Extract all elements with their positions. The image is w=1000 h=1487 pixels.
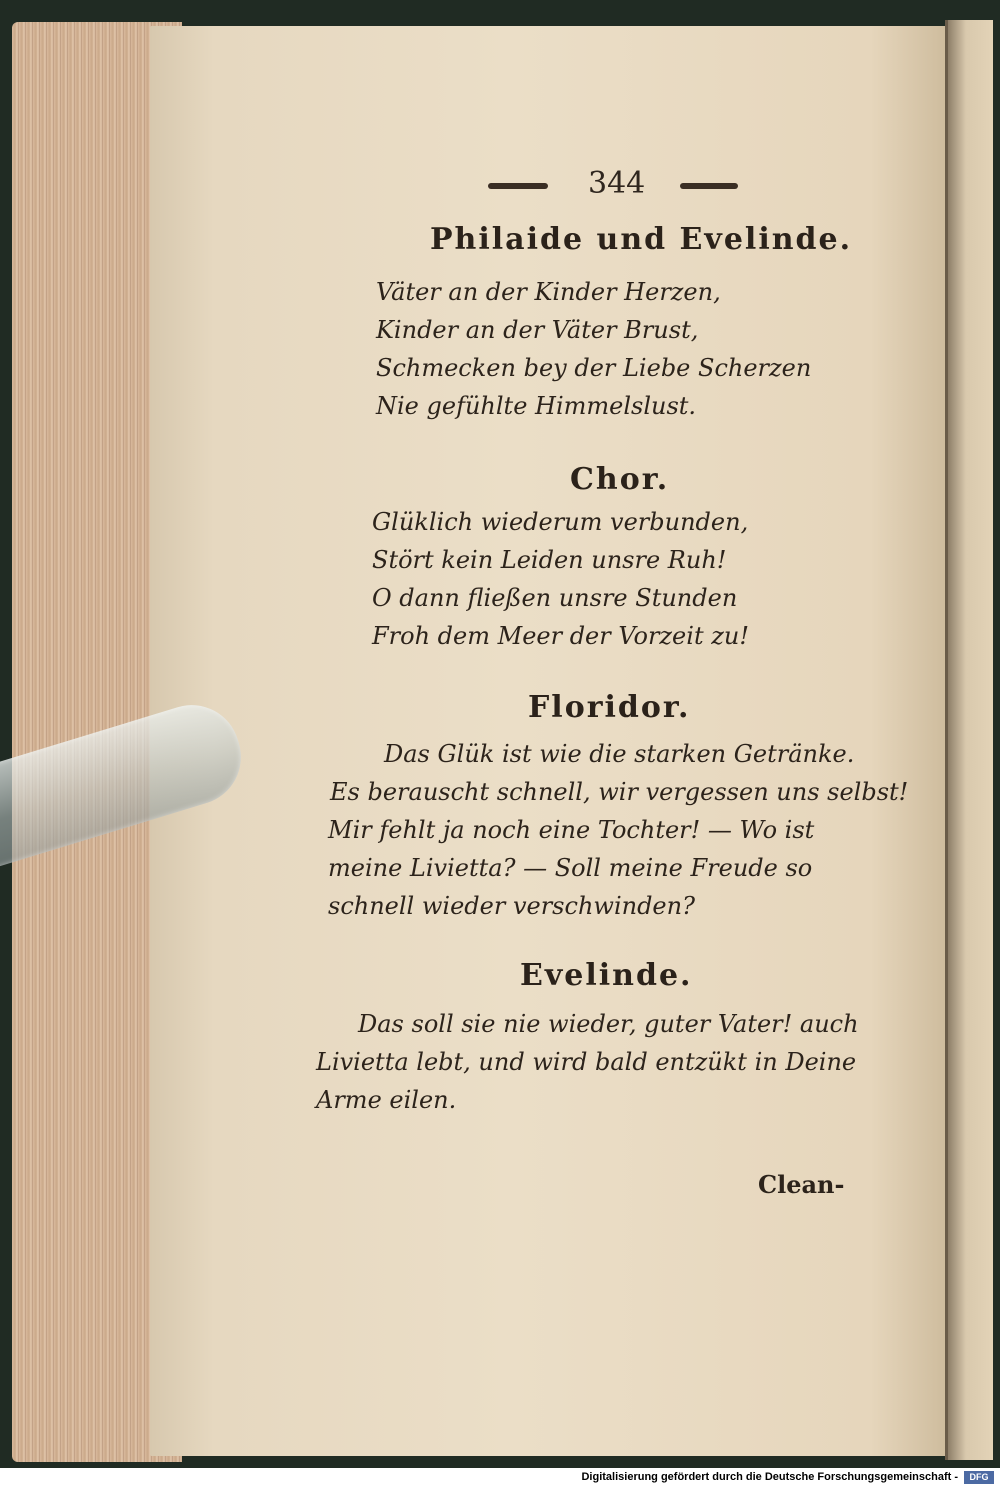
prose-line: Livietta lebt, und wird bald entzükt in Deine bbox=[316, 1048, 857, 1076]
verse-line: Kinder an der Väter Brust, bbox=[376, 316, 699, 344]
prose-line: Es berauscht schnell, wir vergessen uns selbst! bbox=[330, 778, 909, 806]
page-number: 344 bbox=[588, 166, 646, 201]
prose-line: Das soll sie nie wieder, guter Vater! auch bbox=[358, 1010, 859, 1038]
catchword: Clean- bbox=[758, 1170, 845, 1199]
verse-line: O dann fließen unsre Stunden bbox=[372, 584, 738, 612]
verse-line: Schmecken bey der Liebe Scherzen bbox=[376, 354, 812, 382]
footer-bar bbox=[0, 1468, 1000, 1487]
left-ornament bbox=[488, 183, 548, 189]
funding-notice: Digitalisierung gefördert durch die Deutsche Forschungsgemeinschaft - bbox=[581, 1471, 958, 1483]
speaker-heading: Evelinde. bbox=[520, 958, 693, 993]
verse-line: Väter an der Kinder Herzen, bbox=[376, 278, 721, 306]
dfg-logo: DFG bbox=[964, 1471, 994, 1484]
prose-line: Mir fehlt ja noch eine Tochter! — Wo ist bbox=[328, 816, 815, 844]
right-ornament bbox=[680, 183, 738, 189]
prose-line: schnell wieder verschwinden? bbox=[328, 892, 695, 920]
prose-line: Das Glük ist wie die starken Getränke. bbox=[384, 740, 855, 768]
prose-line: Arme eilen. bbox=[316, 1086, 457, 1114]
facing-page-edge bbox=[948, 20, 993, 1460]
verse-line: Glüklich wiederum verbunden, bbox=[372, 508, 749, 536]
speaker-heading: Chor. bbox=[570, 462, 670, 497]
speaker-heading: Floridor. bbox=[528, 690, 691, 725]
prose-line: meine Livietta? — Soll meine Freude so bbox=[328, 854, 813, 882]
verse-line: Nie gefühlte Himmelslust. bbox=[376, 392, 697, 420]
verse-line: Stört kein Leiden unsre Ruh! bbox=[372, 546, 727, 574]
speaker-heading: Philaide und Evelinde. bbox=[430, 222, 853, 257]
verse-line: Froh dem Meer der Vorzeit zu! bbox=[372, 622, 749, 650]
